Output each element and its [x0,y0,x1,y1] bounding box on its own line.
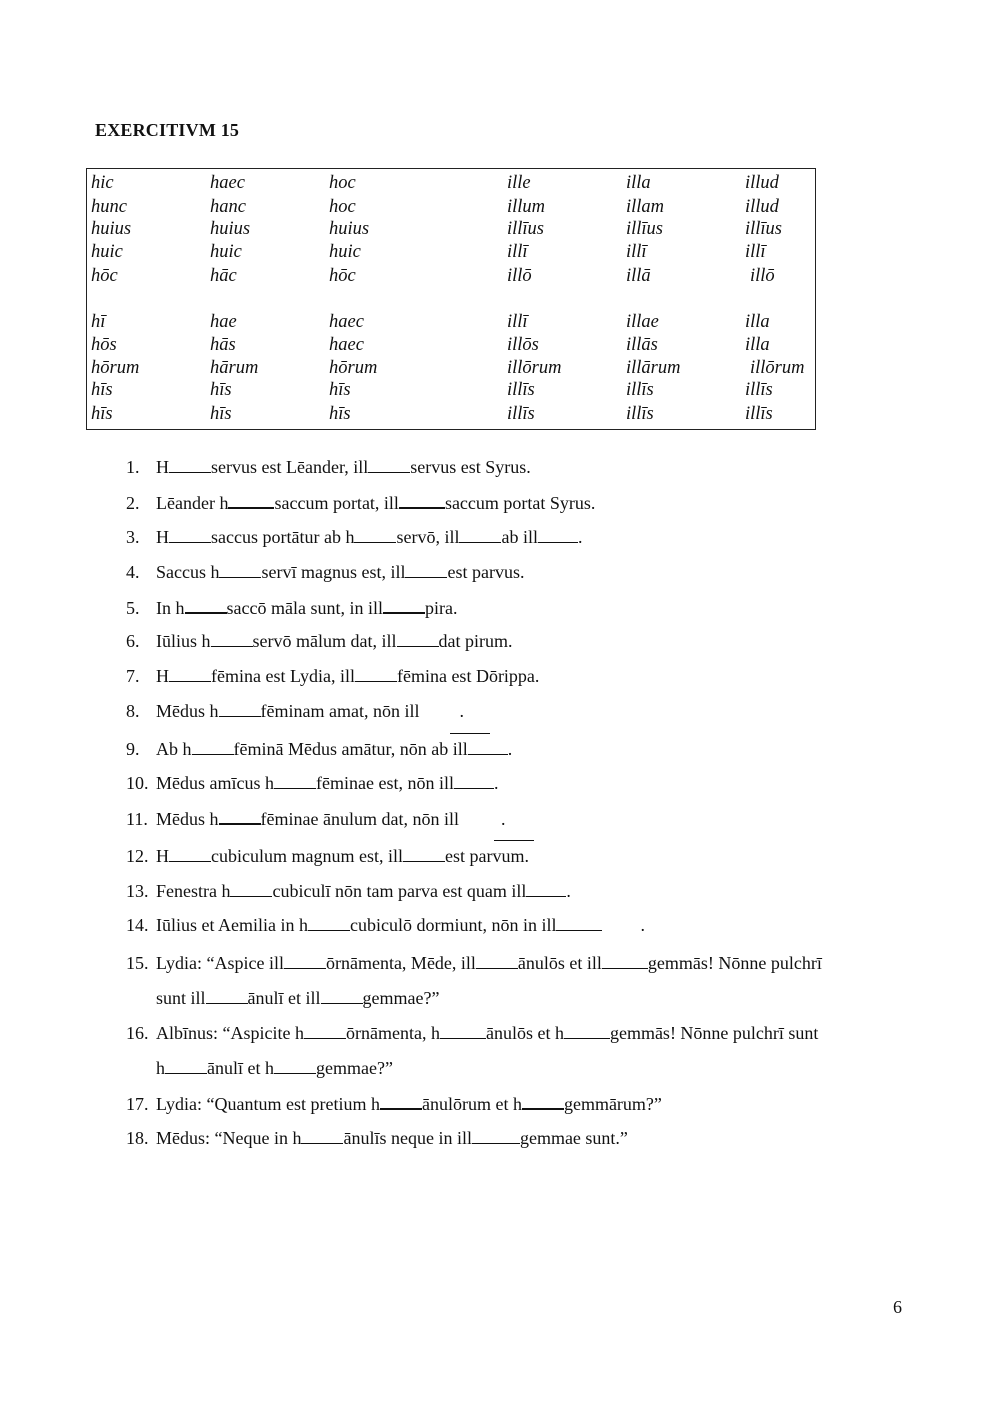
answer-blank[interactable] [454,773,494,789]
answer-blank[interactable] [219,562,261,578]
exercise-item: 12. H cubiculum magnum est, ill est parvum. [126,846,529,866]
answer-blank[interactable] [399,492,445,509]
table-cell: illī [626,242,647,262]
exercise-item-continuation: sunt ill ānulī et ill gemmae?” [156,988,440,1008]
table-cell: ille [507,173,531,193]
exercise-item: 4. Saccus h servī magnus est, ill est parvus. [126,562,525,582]
table-cell: illō [507,266,532,286]
answer-blank[interactable] [368,457,410,473]
table-cell: hae [210,312,237,332]
exercise-item: 6. Iūlius h servō mālum dat, ill dat pirum. [126,631,513,651]
table-cell: haec [329,335,364,355]
page-number: 6 [893,1297,902,1317]
answer-blank[interactable] [274,773,316,789]
table-cell: illō [750,266,775,286]
answer-blank[interactable] [440,1023,486,1039]
table-cell: hanc [210,197,246,217]
table-cell: hīs [210,380,232,400]
answer-blank[interactable] [230,881,272,897]
table-cell: illud [745,173,779,193]
table-cell: illud [745,197,779,217]
answer-blank[interactable] [321,988,363,1004]
table-cell: hōs [91,335,117,355]
answer-blank[interactable] [284,953,326,969]
table-cell: hōc [329,266,356,286]
answer-blank[interactable] [301,1128,343,1144]
table-cell: illī [507,312,528,332]
answer-blank[interactable] [274,1058,316,1074]
answer-blank[interactable] [354,527,396,543]
table-cell: haec [210,173,245,193]
table-cell: huius [210,219,251,239]
table-cell: hās [210,335,236,355]
answer-blank[interactable] [185,597,227,614]
table-cell: illum [507,197,546,217]
answer-blank[interactable] [564,1023,610,1039]
answer-blank[interactable] [405,562,447,578]
table-cell: hōrum [91,358,140,378]
table-cell: huius [329,219,370,239]
answer-blank[interactable] [169,527,211,543]
table-cell: illam [626,197,665,217]
answer-blank[interactable] [169,666,211,682]
table-cell: illīus [626,219,664,239]
answer-blank[interactable] [459,527,501,543]
table-cell: hīs [91,404,113,424]
exercise-item: 7. H fēmina est Lydia, ill fēmina est Dōrippa. [126,666,540,686]
table-cell: illa [745,312,770,332]
answer-blank[interactable] [304,1023,346,1039]
table-cell: hoc [329,197,356,217]
table-cell: huic [91,242,123,262]
table-cell: illīs [626,404,654,424]
answer-blank[interactable] [538,527,578,543]
exercise-item: 1. H servus est Lēander, ill servus est Syrus. [126,457,531,477]
exercise-item: 10. Mēdus amīcus h fēminae est, nōn ill . [126,773,499,793]
table-cell: hīs [210,404,232,424]
exercise-item: 2. Lēander h saccum portat, ill saccum portat Syrus. [126,493,596,513]
answer-blank[interactable] [169,457,211,473]
answer-blank[interactable] [355,666,397,682]
answer-blank[interactable] [602,953,648,969]
table-cell: hīs [91,380,113,400]
answer-blank[interactable] [468,739,508,755]
answer-blank[interactable] [165,1058,207,1074]
table-cell: hic [91,173,114,193]
table-cell: illīus [507,219,545,239]
table-cell: illās [626,335,658,355]
answer-blank[interactable] [192,739,234,755]
exercise-item: 17. Lydia: “Quantum est pretium h ānulōrum et h gemmārum?” [126,1094,662,1114]
table-cell: illa [745,335,770,355]
table-cell: illīs [626,380,654,400]
exercise-item: 5. In h saccō māla sunt, in ill pira. [126,598,458,618]
table-cell: hōc [91,266,118,286]
answer-blank[interactable] [397,631,439,647]
exercise-item-continuation: h ānulī et h gemmae?” [156,1058,393,1078]
exercise-item: 18. Mēdus: “Neque in h ānulīs neque in ill gemmae sunt.” [126,1128,628,1148]
answer-blank[interactable] [403,846,445,862]
table-cell: illīs [507,404,535,424]
answer-blank[interactable] [219,808,261,825]
answer-blank[interactable] [526,881,566,897]
exercise-item: 3. H saccus portātur ab h servō, ill ab ill . [126,527,583,547]
table-cell: huius [91,219,132,239]
exercise-item: 15. Lydia: “Aspice ill ōrnāmenta, Mēde, ill ānulōs et ill gemmās! Nōnne pulchrī [126,953,822,973]
table-cell: illīs [507,380,535,400]
answer-blank[interactable] [472,1128,520,1144]
table-cell: hārum [210,358,259,378]
answer-blank[interactable] [383,597,425,614]
table-cell: hī [91,312,106,332]
answer-blank[interactable] [169,846,211,862]
page-title: EXERCITIVM 15 [95,120,240,140]
exercise-item: 9. Ab h fēminā Mēdus amātur, nōn ab ill . [126,739,513,759]
table-cell: illa [626,173,651,193]
table-cell: illōrum [750,358,805,378]
table-cell: illōs [507,335,539,355]
table-cell: hīs [329,380,351,400]
answer-blank[interactable] [380,1093,422,1110]
table-cell: illae [626,312,659,332]
exercise-item: 14. Iūlius et Aemilia in h cubiculō dormiunt, nōn in ill . [126,915,645,935]
table-cell: illīs [745,404,773,424]
table-cell: haec [329,312,364,332]
exercise-item: 16. Albīnus: “Aspicite h ōrnāmenta, h ānulōs et h gemmās! Nōnne pulchrī sunt [126,1023,819,1043]
table-cell: illīus [745,219,783,239]
answer-blank[interactable] [494,840,534,841]
table-cell: hōrum [329,358,378,378]
table-cell: illī [745,242,766,262]
table-cell: huic [210,242,242,262]
answer-blank[interactable] [522,1093,564,1110]
table-cell: hīs [329,404,351,424]
table-cell: illārum [626,358,681,378]
table-cell: illī [507,242,528,262]
table-cell: hoc [329,173,356,193]
answer-blank[interactable] [228,492,274,509]
exercise-item: 11. Mēdus h fēminae ānulum dat, nōn ill . [126,809,506,829]
answer-blank[interactable] [206,988,248,1004]
answer-blank[interactable] [308,915,350,931]
table-cell: hunc [91,197,127,217]
answer-blank[interactable] [556,915,602,931]
table-cell: illīs [745,380,773,400]
exercise-item: 8. Mēdus h fēminam amat, nōn ill . [126,701,464,721]
answer-blank[interactable] [476,953,518,969]
table-cell: illōrum [507,358,562,378]
table-cell: illā [626,266,651,286]
table-cell: hāc [210,266,237,286]
answer-blank[interactable] [450,733,490,734]
exercise-item: 13. Fenestra h cubiculī nōn tam parva est quam ill . [126,881,571,901]
table-cell: huic [329,242,361,262]
answer-blank[interactable] [219,701,261,717]
answer-blank[interactable] [211,631,253,647]
